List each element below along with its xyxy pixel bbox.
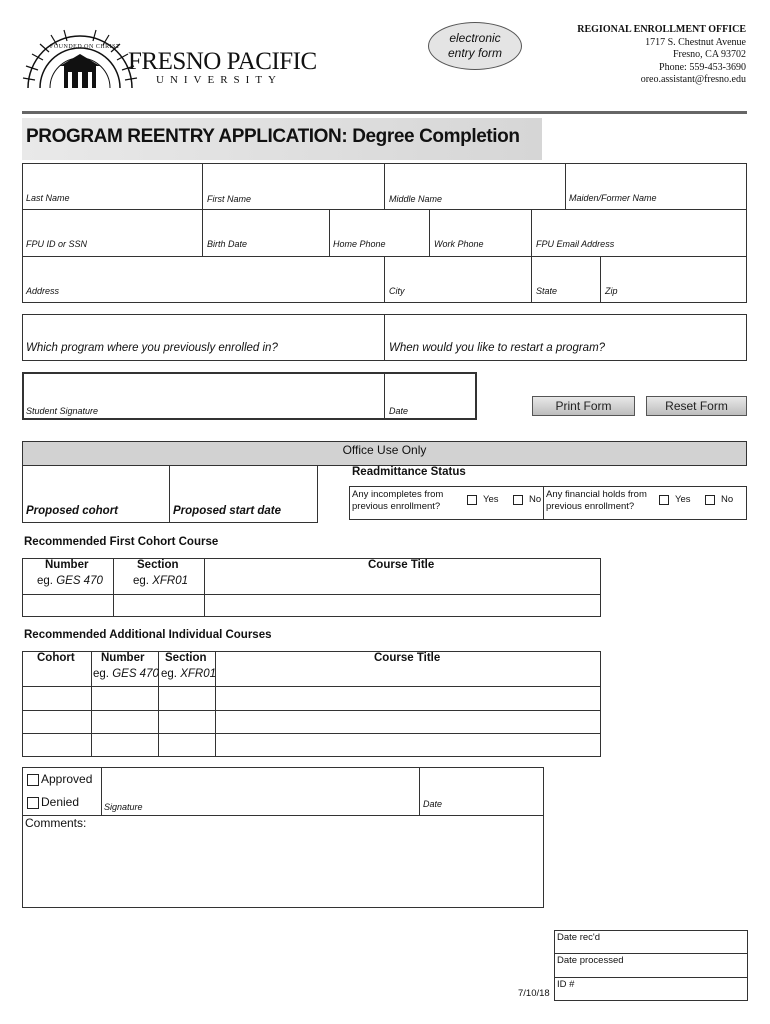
first-number-eg-value: GES 470 <box>56 575 103 587</box>
additional-heading: Recommended Additional Individual Courses <box>24 629 272 641</box>
office-contact <box>577 24 746 87</box>
form-title: PROGRAM REENTRY APPLICATION: Degree Completion <box>26 126 520 147</box>
first-course-heading: Recommended First Cohort Course <box>24 536 219 548</box>
home-phone-field[interactable]: Home Phone <box>333 239 386 249</box>
form-version: 7/10/18 <box>518 988 550 999</box>
first-course-title-header: Course Title <box>368 559 435 571</box>
id-field[interactable]: ID # <box>557 979 575 990</box>
header-divider <box>22 111 747 114</box>
birth-date-field[interactable]: Birth Date <box>207 239 248 249</box>
financial-question: Any financial holds from previous enrollment? <box>546 489 647 512</box>
financial-no-checkbox[interactable] <box>705 495 715 505</box>
zip-field[interactable]: Zip <box>605 286 618 296</box>
readmittance-heading: Readmittance Status <box>352 466 466 478</box>
state-field[interactable]: State <box>536 286 558 296</box>
date-received-field[interactable]: Date rec'd <box>557 932 601 943</box>
proposed-start-field[interactable]: Proposed start date <box>173 505 281 517</box>
additional-cohort-header: Cohort <box>37 652 75 664</box>
approved-checkbox[interactable] <box>27 774 39 786</box>
first-course-number-input[interactable] <box>23 595 113 616</box>
logo-subtitle: UNIVERSITY <box>156 74 282 86</box>
first-name-field[interactable]: First Name <box>207 194 252 204</box>
reset-form-button[interactable]: Reset Form <box>646 396 747 416</box>
office-phone: Phone: 559-453-3690 <box>659 61 746 73</box>
office-city: Fresno, CA 93702 <box>672 49 746 60</box>
incompletes-no-checkbox[interactable] <box>513 495 523 505</box>
financial-no-label: No <box>721 494 734 505</box>
city-field[interactable]: City <box>389 286 405 296</box>
incompletes-yes-checkbox[interactable] <box>467 495 477 505</box>
seal-icon <box>20 18 140 93</box>
fpu-email-field[interactable]: FPU Email Address <box>536 239 615 249</box>
additional-number-eg-value: GES 470 <box>112 668 159 680</box>
office-email: oreo.assistant@fresno.edu <box>640 74 746 85</box>
proposed-cohort-field[interactable]: Proposed cohort <box>26 505 119 517</box>
additional-row-1[interactable] <box>23 687 600 709</box>
badge-line-1: electronic <box>449 31 501 45</box>
additional-section-header: Section <box>165 652 207 664</box>
additional-row-2[interactable] <box>23 711 600 732</box>
financial-yes-label: Yes <box>675 494 691 505</box>
previous-program-field[interactable]: Which program where you previously enrolled in? <box>26 342 278 354</box>
first-section-example <box>133 575 188 587</box>
university-logo <box>20 18 330 98</box>
additional-number-eg-prefix: eg. <box>93 668 109 680</box>
incompletes-question: Any incompletes from previous enrollment? <box>352 489 444 512</box>
logo-seal-text: FOUNDED ON CHRIST <box>50 44 121 50</box>
approval-signature-field[interactable]: Signature <box>104 802 143 812</box>
incompletes-no-label: No <box>529 494 542 505</box>
work-phone-field[interactable]: Work Phone <box>434 239 484 249</box>
fpu-id-field[interactable]: FPU ID or SSN <box>26 239 88 249</box>
denied-checkbox[interactable] <box>27 797 39 809</box>
additional-number-header: Number <box>101 652 145 664</box>
incompletes-yes-label: Yes <box>483 494 499 505</box>
badge-line-2: entry form <box>447 46 502 60</box>
maiden-name-field[interactable]: Maiden/Former Name <box>569 193 657 203</box>
signature-date-field[interactable]: Date <box>389 406 409 416</box>
address-field[interactable]: Address <box>26 286 60 296</box>
first-number-header: Number <box>45 559 89 571</box>
office-address: 1717 S. Chestnut Avenue <box>645 36 746 48</box>
first-section-eg-prefix: eg. <box>133 575 149 587</box>
first-number-eg-prefix: eg. <box>37 575 53 587</box>
first-number-example <box>37 575 103 587</box>
additional-section-eg-prefix: eg. <box>161 668 177 680</box>
last-name-field[interactable]: Last Name <box>26 193 70 203</box>
middle-name-field[interactable]: Middle Name <box>389 194 443 204</box>
restart-program-field[interactable]: When would you like to restart a program? <box>389 342 606 354</box>
approved-label: Approved <box>41 772 93 786</box>
denied-label: Denied <box>41 795 80 809</box>
approval-date-field[interactable]: Date <box>423 799 443 809</box>
logo-name: FRESNO PACIFIC <box>128 48 317 75</box>
first-section-header: Section <box>137 559 179 571</box>
first-course-section-input[interactable] <box>114 595 204 616</box>
comments-field[interactable]: Comments: <box>25 816 87 830</box>
office-title: REGIONAL ENROLLMENT OFFICE <box>577 24 746 35</box>
student-signature-field[interactable]: Student Signature <box>26 406 99 416</box>
office-use-heading: Office Use Only <box>342 443 427 457</box>
date-processed-field[interactable]: Date processed <box>557 955 624 966</box>
additional-section-example <box>161 668 216 680</box>
electronic-entry-badge <box>428 22 522 70</box>
first-course-title-input[interactable] <box>205 595 600 616</box>
additional-section-eg-value: XFR01 <box>180 668 216 680</box>
financial-yes-checkbox[interactable] <box>659 495 669 505</box>
print-form-button[interactable]: Print Form <box>532 396 635 416</box>
first-section-eg-value: XFR01 <box>152 575 188 587</box>
additional-row-3[interactable] <box>23 734 600 756</box>
additional-course-title-header: Course Title <box>374 652 441 664</box>
additional-number-example <box>93 668 159 680</box>
